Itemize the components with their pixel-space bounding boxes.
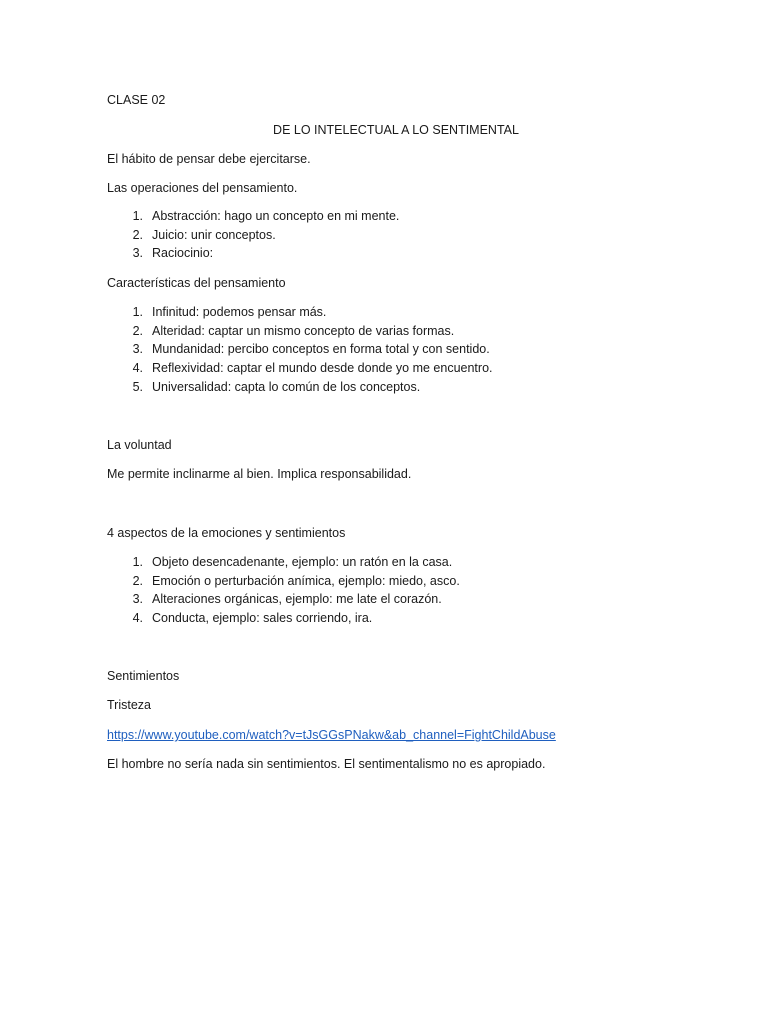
list-item-text: Alteridad: captar un mismo concepto de varias formas. <box>152 323 455 338</box>
video-link[interactable]: https://www.youtube.com/watch?v=tJsGGsPNakw&ab_channel=FightChildAbuse <box>107 728 556 742</box>
intro-paragraph: El hábito de pensar debe ejercitarse. <box>107 152 311 166</box>
list-item-text: Emoción o perturbación anímica, ejemplo: miedo, asco. <box>152 573 460 588</box>
list-item-text: Conducta, ejemplo: sales corriendo, ira. <box>152 611 373 626</box>
will-paragraph: Me permite inclinarme al bien. Implica responsabilidad. <box>107 467 412 481</box>
video-link-line <box>107 727 556 743</box>
list-item-number: 5. <box>132 379 143 394</box>
list-item-number: 2. <box>132 227 143 242</box>
list-item-text: Mundanidad: percibo conceptos en forma total y con sentido. <box>152 342 490 357</box>
characteristics-heading: Características del pensamiento <box>107 276 286 290</box>
list-item-number: 3. <box>132 342 143 357</box>
list-item-number: 1. <box>132 209 143 223</box>
list-item-number: 2. <box>132 573 143 588</box>
will-heading: La voluntad <box>107 438 172 452</box>
closing-paragraph: El hombre no sería nada sin sentimientos. El sentimentalismo no es apropiado. <box>107 757 546 771</box>
list-item-text: Juicio: unir conceptos. <box>152 227 276 242</box>
list-item-text: Objeto desencadenante, ejemplo: un ratón en la casa. <box>152 555 453 569</box>
document-title: DE LO INTELECTUAL A LO SENTIMENTAL <box>273 123 519 137</box>
list-item-text: Alteraciones orgánicas, ejemplo: me late el corazón. <box>152 592 442 607</box>
list-item-number: 4. <box>132 361 143 376</box>
list-item-text: Raciocinio: <box>152 246 214 261</box>
list-item-text: Infinitud: podemos pensar más. <box>152 305 327 319</box>
list-item-number: 4. <box>132 611 143 626</box>
sadness-label: Tristeza <box>107 698 151 712</box>
list-item-number: 1. <box>132 555 143 569</box>
list-item-number: 1. <box>132 305 143 319</box>
class-label: CLASE 02 <box>107 93 166 107</box>
list-item-number: 3. <box>132 592 143 607</box>
list-item-text: Universalidad: capta lo común de los conceptos. <box>152 379 421 394</box>
emotions-heading: 4 aspectos de la emociones y sentimientos <box>107 526 346 540</box>
list-item-number: 2. <box>132 323 143 338</box>
operations-heading: Las operaciones del pensamiento. <box>107 181 298 195</box>
list-item-text: Abstracción: hago un concepto en mi mente. <box>152 209 400 223</box>
list-item-number: 3. <box>132 246 143 261</box>
feelings-heading: Sentimientos <box>107 669 180 683</box>
list-item-text: Reflexividad: captar el mundo desde donde yo me encuentro. <box>152 361 493 376</box>
